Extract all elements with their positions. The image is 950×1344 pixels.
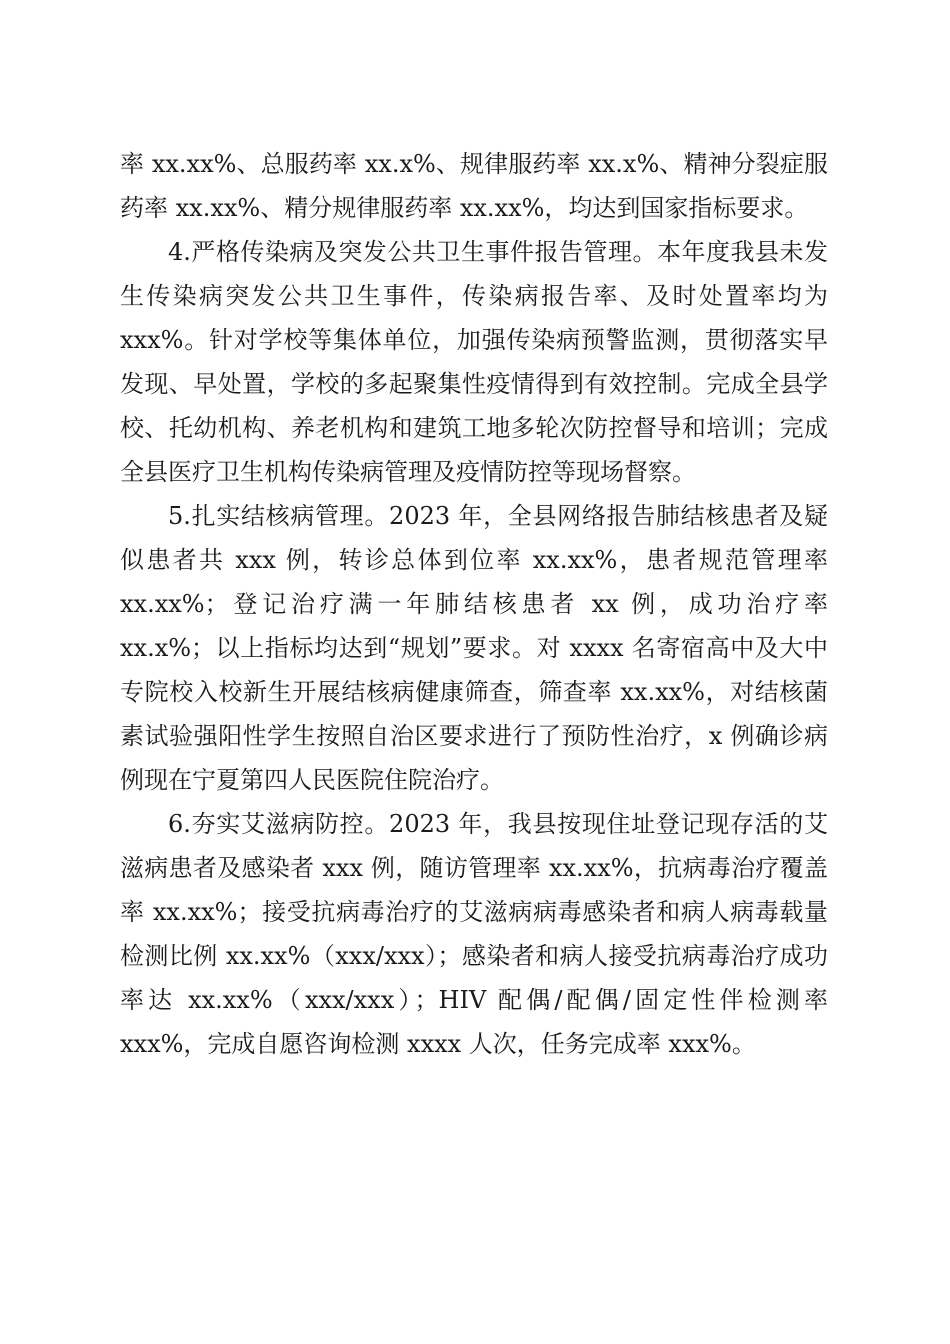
document-body: [120, 142, 828, 1066]
paragraph-tuberculosis: 5.扎实结核病管理。2023 年，全县网络报告肺结核患者及疑似患者共 xxx 例，转诊总体到位率 xx.xx%，患者规范管理率 xx.xx%；登记治疗满一年肺结核患者 xx 例，成功治疗率 xx.x%；以上指标均达到“规划”要求。对 xxxx 名寄宿高中及大中专院校入校新生开展结核病健康筛查，筛查率 xx.xx%，对结核菌素试验强阳性学生按照自治区要求进行了预防性治疗，x 例确诊病例现在宁夏第四人民医院住院治疗。: [120, 502, 828, 794]
paragraph-continuation: 率 xx.xx%、总服药率 xx.x%、规律服药率 xx.x%、精神分裂症服药率 xx.xx%、精分规律服药率 xx.xx%，均达到国家指标要求。: [120, 150, 828, 222]
paragraph-infectious-disease: 4.严格传染病及突发公共卫生事件报告管理。本年度我县未发生传染病突发公共卫生事件，传染病报告率、及时处置率均为 xxx%。针对学校等集体单位，加强传染病预警监测，贯彻落实早发现、早处置，学校的多起聚集性疫情得到有效控制。完成全县学校、托幼机构、养老机构和建筑工地多轮次防控督导和培训；完成全县医疗卫生机构传染病管理及疫情防控等现场督察。: [120, 238, 828, 486]
paragraph-aids-prevention: 6.夯实艾滋病防控。2023 年，我县按现住址登记现存活的艾滋病患者及感染者 xxx 例，随访管理率 xx.xx%，抗病毒治疗覆盖率 xx.xx%；接受抗病毒治疗的艾滋病病毒感染者和病人病毒载量检测比例 xx.xx%（xxx/xxx）；感染者和病人接受抗病毒治疗成功率达 xx.xx%（xxx/xxx）；HIV 配偶/配偶/固定性伴检测率 xxx%，完成自愿咨询检测 xxxx 人次，任务完成率 xxx%。: [120, 810, 828, 1058]
